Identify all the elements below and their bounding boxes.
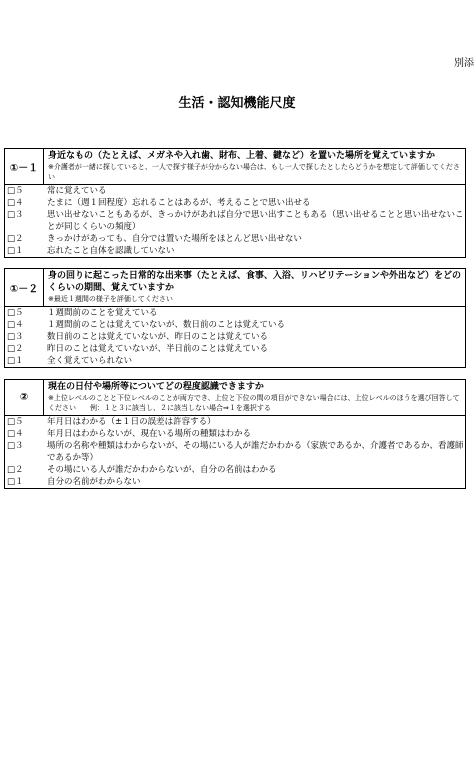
question-note: ※最近１週間の様子を評価してください: [48, 295, 173, 303]
option-checkbox[interactable]: □３: [7, 332, 24, 342]
option-checkbox[interactable]: □２: [7, 465, 24, 475]
question-note: ※介護者が一緒に探していると、一人で探す様子が分からない場合は、もし一人で探したとしたらどうかを想定して評価してください: [48, 163, 460, 181]
option-checkbox[interactable]: □５: [7, 417, 24, 427]
option-label: 年月日はわかる（±１日の誤差は許容する）: [47, 417, 216, 427]
section-number: ②: [5, 380, 44, 415]
option-row[interactable]: [5, 307, 465, 319]
section-header: [5, 380, 465, 416]
question-text: 身の回りに起こった日常的な出来事（たとえば、食事、入浴、リハビリテーションや外出など）をどのくらいの期間、覚えていますか: [48, 271, 462, 293]
option-row[interactable]: [5, 185, 465, 197]
option-row[interactable]: [5, 355, 465, 367]
page-title: 生活・認知機能尺度: [178, 96, 296, 111]
option-checkbox[interactable]: □５: [7, 186, 24, 196]
question-block: [44, 149, 465, 184]
section-memory-objects: [4, 148, 466, 258]
option-checkbox[interactable]: □３: [7, 210, 24, 220]
option-checkbox[interactable]: □４: [7, 198, 24, 208]
section-header: [5, 269, 465, 307]
option-label: 全く覚えていられない: [47, 356, 133, 366]
question-text: 身近なもの（たとえば、メガネや入れ歯、財布、上着、鍵など）を置いた場所を覚えていますか: [48, 151, 436, 161]
option-row[interactable]: [5, 245, 465, 257]
option-label: 昨日のことは覚えていないが、半日前のことは覚えている: [47, 344, 269, 354]
option-checkbox[interactable]: □１: [7, 356, 24, 366]
option-label: 数日前のことは覚えていないが、昨日のことは覚えている: [47, 332, 269, 342]
option-checkbox[interactable]: □１: [7, 246, 24, 256]
section-number: ①－２: [5, 269, 44, 306]
option-checkbox[interactable]: □５: [7, 308, 24, 318]
option-label: 思い出せないこともあるが、きっかけがあれば自分で思い出すこともある（思い出せることと思い出せないことが同じくらいの頻度）: [47, 210, 464, 232]
option-row[interactable]: [5, 233, 465, 245]
option-label: 場所の名称や種類はわからないが、その場にいる人が誰だかわかる（家族であるか、介護者であるか、看護師であるか等）: [47, 441, 464, 463]
question-block: [44, 380, 465, 415]
section-memory-events: [4, 268, 466, 368]
option-checkbox[interactable]: □２: [7, 234, 24, 244]
section-orientation: [4, 379, 466, 489]
option-checkbox[interactable]: □４: [7, 320, 24, 330]
section-header: [5, 149, 465, 185]
option-label: その場にいる人が誰だかわからないが、自分の名前はわかる: [47, 465, 277, 475]
question-note: ※上位レベルのことと下位レベルのことが両方でき、上位と下位の間の項目ができない場合には、上位レベルのほうを選び回答してください 例：１と３に該当し、２に該当しない場合⇒１を選択する: [48, 394, 460, 412]
option-label: １週間前のことを覚えている: [47, 308, 158, 318]
option-row[interactable]: [5, 343, 465, 355]
option-label: 忘れたこと自体を認識していない: [47, 246, 175, 256]
option-label: きっかけがあっても、自分では置いた場所をほとんど思い出せない: [47, 234, 302, 244]
option-label: １週間前のことは覚えていないが、数日前のことは覚えている: [47, 320, 286, 330]
option-label: たまに（週１回程度）忘れることはあるが、考えることで思い出せる: [47, 198, 311, 208]
option-checkbox[interactable]: □２: [7, 344, 24, 354]
option-checkbox[interactable]: □４: [7, 429, 24, 439]
option-row[interactable]: [5, 197, 465, 209]
question-block: [44, 269, 465, 306]
option-row[interactable]: [5, 440, 465, 464]
option-row[interactable]: [5, 209, 465, 233]
option-row[interactable]: [5, 428, 465, 440]
section-number: ①－１: [5, 149, 44, 184]
option-row[interactable]: [5, 464, 465, 476]
attachment-label: 別添: [454, 58, 474, 69]
option-label: 年月日はわからないが、現在いる場所の種類はわかる: [47, 429, 252, 439]
option-label: 常に覚えている: [47, 186, 107, 196]
option-row[interactable]: [5, 319, 465, 331]
question-text: 現在の日付や場所等についてどの程度認識できますか: [48, 382, 264, 392]
option-checkbox[interactable]: □３: [7, 441, 24, 451]
option-row[interactable]: [5, 416, 465, 428]
option-checkbox[interactable]: □１: [7, 477, 24, 487]
option-row[interactable]: [5, 331, 465, 343]
option-label: 自分の名前がわからない: [47, 477, 141, 487]
option-row[interactable]: [5, 476, 465, 488]
